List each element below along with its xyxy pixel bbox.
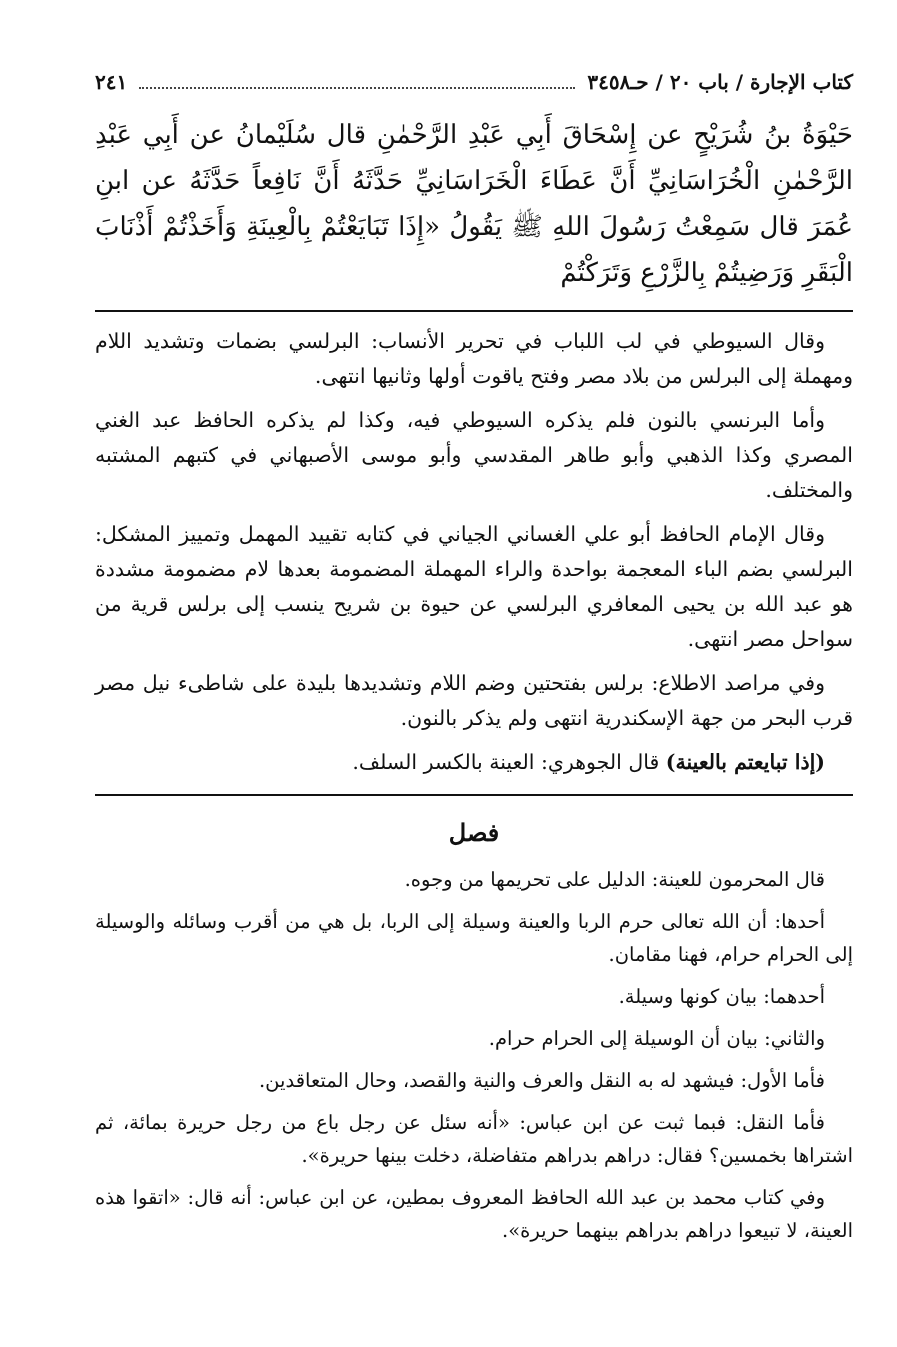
commentary-paragraph-3: وقال الإمام الحافظ أبو علي الغساني الجياني في كتابه تقييد المهمل وتمييز المشكل: البرلسي بضم الباء المعجمة بواحدة والراء المهملة المضمومة بعدها لام مضمومة مشددة هو عبد الله بن يحيى المعافري البرلسي عن حيوة بن شريح ينسب إلى برلس قرية من سواحل مصر انتهى.	[95, 522, 853, 651]
commentary-divider	[95, 310, 853, 312]
page-number: ٢٤١	[95, 70, 128, 94]
section-paragraph-3: أحدهما: بيان كونها وسيلة.	[618, 985, 825, 1008]
section-paragraph-6: فأما النقل: فبما ثبت عن ابن عباس: «أنه سئل عن رجل باع من رجل حريرة بمائة، ثم اشتراها بخمسين؟ فقال: دراهم بدراهم متفاضلة، دخلت بينها حريرة».	[95, 1111, 853, 1167]
section-paragraph-7: وفي كتاب محمد بن عبد الله الحافظ المعروف بمطين، عن ابن عباس: أنه قال: «اتقوا هذه العينة، لا تبيعوا دراهم بدراهم بينهما حريرة».	[95, 1186, 853, 1242]
section-paragraph-4: والثاني: بيان أن الوسيلة إلى الحرام حرام.	[488, 1027, 825, 1050]
section-divider	[95, 794, 853, 796]
section-title: فصل	[448, 818, 500, 847]
section-paragraph-1: قال المحرمون للعينة: الدليل على تحريمها من وجوه.	[404, 868, 825, 891]
commentary-lemma: (إذا تبايعتم بالعينة)	[665, 750, 825, 774]
commentary-block	[95, 324, 853, 780]
section-body	[95, 863, 853, 1247]
hadith-text-block	[95, 112, 853, 296]
running-head-leader-dots	[139, 77, 575, 89]
section-paragraph-5: فأما الأول: فيشهد له به النقل والعرف والنية والقصد، وحال المتعاقدين.	[258, 1069, 825, 1092]
commentary-paragraph-4: وفي مراصد الاطلاع: برلس بفتحتين وضم اللام وتشديدها بليدة على شاطىء نيل مصر قرب البحر من جهة الإسكندرية انتهى ولم يذكر بالنون.	[95, 671, 853, 730]
commentary-paragraph-5	[95, 745, 853, 780]
commentary-paragraph-1: وقال السيوطي في لب اللباب في تحرير الأنساب: البرلسي بضمات وتشديد اللام ومهملة إلى البرلس من بلاد مصر وفتح ياقوت أولها وثانيها انتهى.	[95, 329, 853, 388]
running-head-title: كتاب الإجارة / باب ٢٠ / حـ٣٤٥٨	[587, 70, 853, 94]
section-paragraph-2: أحدها: أن الله تعالى حرم الربا والعينة وسيلة إلى الربا، بل هي من أقرب وسائله والوسيلة إلى الحرام حرام، فهنا مقامان.	[95, 910, 853, 966]
commentary-gloss: قال الجوهري: العينة بالكسر السلف.	[352, 750, 666, 774]
commentary-paragraph-2: وأما البرنسي بالنون فلم يذكره السيوطي فيه، وكذا لم يذكره الحافظ عبد الغني المصري وكذا الذهبي وأبو طاهر المقدسي وأبو موسى الأصبهاني في كتبهم المشتبه والمختلف.	[95, 408, 853, 502]
book-page	[95, 68, 853, 1256]
hadith-paragraph: حَيْوَةُ بنُ شُرَيْحٍ عن إِسْحَاقَ أَبِي عَبْدِ الرَّحْمٰنِ قال سُلَيْمانُ عن أَبِي عَبْدِ الرَّحْمٰنِ الْخُرَاسَانِيِّ أَنَّ عَطَاءَ الْخَرَاسَانِيِّ حَدَّثَهُ أَنَّ نَافِعاً حَدَّثَهُ عن ابنِ عُمَرَ قال سَمِعْتُ رَسُولَ اللهِ ﷺ يَقُولُ «إِذَا تَبَايَعْتُمْ بِالْعِينَةِ وَأَخَذْتُمْ أَذْنَابَ الْبَقَرِ وَرَضِيتُمْ بِالزَّرْعِ وَتَرَكْتُمْ	[95, 120, 853, 288]
running-head	[95, 68, 853, 96]
